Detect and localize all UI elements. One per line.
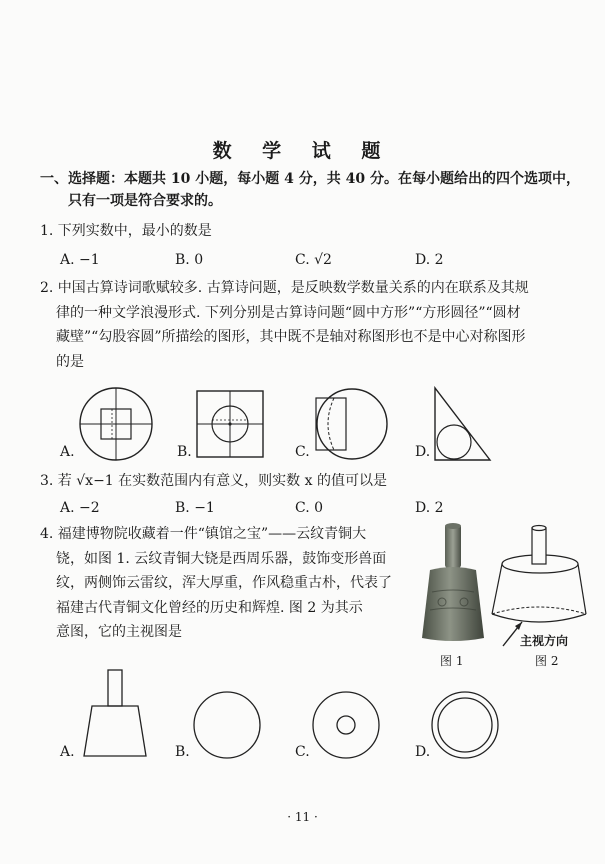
q4-line-1: 4. 福建博物院收藏着一件“镇馆之宝”——云纹青铜大 [40, 526, 367, 542]
q2-line-4: 的是 [56, 353, 84, 370]
q4-line-3: 纹，两侧饰云雷纹，浑大厚重，作风稳重古朴，代表了 [56, 575, 392, 591]
page-number: · 11 · [287, 810, 318, 824]
q2-line-1: 2. 中国古算诗词歌赋较多. 古算诗问题，是反映数学数量关系的内在联系及其规 [40, 280, 529, 296]
fig2-caption: 图 2 [535, 654, 559, 668]
section-heading-line1: 一、选择题：本题共 10 小题，每小题 4 分，共 40 分。在每小题给出的四个选项中， [40, 171, 580, 187]
q3-option-d: D. 2 [415, 500, 444, 516]
section-heading-line2: 只有一项是符合要求的。 [68, 193, 222, 209]
q4-figure-a [82, 668, 148, 758]
q2-line-2: 律的一种文学浪漫形式. 下列分别是古算诗问题“圆中方形”“方形圆径”“圆材 [56, 304, 521, 321]
q3-option-a: A. −2 [60, 500, 100, 516]
bronze-bell-photo [418, 522, 488, 644]
q1-stem: 1. 下列实数中，最小的数是 [40, 223, 212, 239]
q4-option-d: D. [415, 744, 431, 760]
q4-figure-c [311, 690, 381, 760]
q1-option-c: C. √2 [295, 252, 332, 268]
q4-option-c: C. [295, 744, 310, 760]
q4-option-b: B. [175, 744, 190, 760]
q1-option-a: A. −1 [60, 252, 100, 268]
q2-figure-b [196, 390, 264, 458]
q1-option-d: D. 2 [415, 252, 444, 268]
q2-option-a: A. [60, 444, 75, 460]
q4-line-4: 福建古代青铜文化曾经的历史和辉煌. 图 2 为其示 [56, 599, 363, 616]
q2-figure-a [78, 386, 154, 462]
q4-line-5: 意图，它的主视图是 [56, 624, 182, 640]
fig1-caption: 图 1 [440, 654, 464, 668]
q3-option-b: B. −1 [175, 500, 215, 516]
q4-figure-d [430, 690, 500, 760]
q3-option-c: C. 0 [295, 500, 324, 516]
q2-figure-d [432, 386, 494, 464]
q4-option-a: A. [60, 744, 75, 760]
q2-stem [40, 276, 580, 374]
q2-option-d: D. [415, 444, 431, 460]
q1-option-b: B. 0 [175, 252, 204, 268]
main-view-direction-label: 主视方向 [520, 634, 569, 648]
q2-line-3: 藏壁”“勾股容圆”所描绘的图形，其中既不是轴对称图形也不是中心对称图形 [56, 329, 526, 345]
q4-line-2: 铙，如图 1. 云纹青铜大铙是西周乐器，鼓饰变形兽面 [56, 550, 387, 567]
q2-option-b: B. [177, 444, 192, 460]
q4-figure-b [192, 690, 262, 760]
q4-stem [40, 522, 405, 645]
q3-stem: 3. 若 √x−1 在实数范围内有意义，则实数 x 的值可以是 [40, 473, 387, 489]
q2-figure-c [312, 386, 390, 462]
page-title: 数 学 试 题 [212, 140, 393, 162]
q2-option-c: C. [295, 444, 310, 460]
